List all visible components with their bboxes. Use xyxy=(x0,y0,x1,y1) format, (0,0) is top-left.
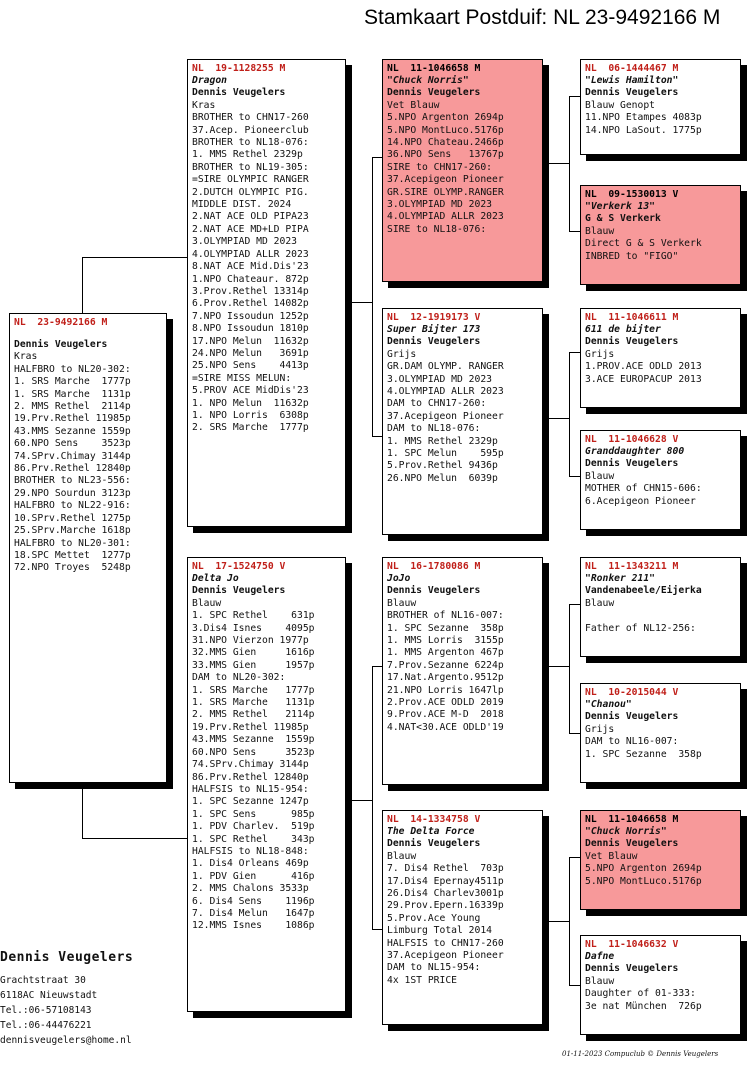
pedigree-line: 19.Prv.Rethel 11985p xyxy=(192,721,309,733)
ring-number: NL 14-1334758 V xyxy=(387,814,481,825)
pedigree-line: 1.NPO Chateaur. 872p xyxy=(192,273,309,285)
pedigree-line: 60.NPO Sens 3523p xyxy=(192,746,315,758)
connector xyxy=(543,418,570,419)
pedigree-line: 1. SPC Sezanne 358p xyxy=(585,748,702,760)
owner-name: Dennis Veugelers xyxy=(387,87,481,99)
pedigree-line: 31.NPO Vierzon 1977p xyxy=(192,635,309,647)
owner-name: Dennis Veugelers xyxy=(585,711,679,723)
pedigree-line: 74.SPrv.Chimay 3144p xyxy=(14,450,131,462)
connector xyxy=(543,163,570,164)
pigeon-card-ddd xyxy=(580,935,741,1035)
pedigree-line: 1. PDV Gien 416p xyxy=(192,870,315,882)
connector xyxy=(82,782,83,838)
connector xyxy=(372,157,382,158)
pedigree-line: Blauw xyxy=(387,597,417,609)
pedigree-line: 86.Prv.Rethel 12840p xyxy=(14,463,131,475)
pedigree-line: Blauw xyxy=(585,225,615,237)
pedigree-line: Kras xyxy=(192,99,216,111)
owner-name: Dennis Veugelers xyxy=(14,339,108,350)
pedigree-line: 21.NPO Lorris 1647lp xyxy=(387,684,504,696)
pedigree-line: HALFSIS to CHN17-260 xyxy=(387,937,504,949)
breeder-city: 6118AC Nieuwstadt xyxy=(0,990,98,1001)
pigeon-name: "Lewis Hamilton" xyxy=(585,75,679,86)
pedigree-line xyxy=(585,610,736,622)
connector xyxy=(569,985,580,986)
pedigree-line: BROTHER to NL23-556: xyxy=(14,475,131,487)
pedigree-line: 3.OLYMPIAD MD 2023 xyxy=(192,236,297,248)
pedigree-line: 5.NPO Argenton 2694p xyxy=(585,863,702,875)
pedigree-line: 2. MMS Rethel 2114p xyxy=(14,401,131,413)
ring-number: NL 19-1128255 M xyxy=(192,63,286,74)
pigeon-name: "Chuck Norris" xyxy=(585,826,667,837)
pedigree-line: Grijs xyxy=(585,723,615,735)
owner-name: Dennis Veugelers xyxy=(387,585,481,597)
pedigree-line: 5.NPO MontLuco.5176p xyxy=(387,124,504,136)
ring-number: NL 12-1919173 V xyxy=(387,312,481,323)
pedigree-line: 11.NPO Etampes 4083p xyxy=(585,112,702,124)
pigeon-card-sire-sire xyxy=(382,59,543,282)
ring-number: NL 17-1524750 V xyxy=(192,561,286,572)
owner-name: Dennis Veugelers xyxy=(585,838,679,850)
pedigree-line: 17.Nat.Argento.9512p xyxy=(387,672,504,684)
pigeon-name: Delta Jo xyxy=(192,573,239,584)
pedigree-line: 72.NPO Troyes 5248p xyxy=(14,562,131,574)
pedigree-line: DAM to NL15-954: xyxy=(387,962,481,974)
pedigree-line: 74.SPrv.Chimay 3144p xyxy=(192,759,309,771)
owner-name: G & S Verkerk xyxy=(585,213,661,225)
pedigree-line: 3.Dis4 Isnes 4095p xyxy=(192,622,315,634)
pedigree-line: 3.OLYMPIAD MD 2023 xyxy=(387,199,492,211)
pedigree-line: 1. MMS Rethel 2329p xyxy=(387,435,498,447)
pedigree-line: MOTHER of CHN15-606: xyxy=(585,483,702,495)
pedigree-line: 2. MMS Chalons 3533p xyxy=(192,883,309,895)
pedigree-line: Blauw xyxy=(585,597,615,609)
connector xyxy=(543,921,570,922)
pedigree-line: 37.Acepigeon Pioneer xyxy=(387,410,504,422)
pedigree-line: Daughter of 01-333: xyxy=(585,988,696,1000)
owner-name: Vandenabeele/Eijerka xyxy=(585,585,702,597)
breeder-street: Grachtstraat 30 xyxy=(0,975,86,986)
connector xyxy=(569,352,580,353)
connector xyxy=(346,302,373,303)
pedigree-line: HALFBRO to NL22-916: xyxy=(14,500,131,512)
pedigree-line: 26.NPO Melun 6039p xyxy=(387,472,498,484)
pedigree-line: 1. SPC Rethel 343p xyxy=(192,833,315,845)
connector xyxy=(569,733,580,734)
pigeon-name: The Delta Force xyxy=(387,826,475,837)
pigeon-name: "Chanou" xyxy=(585,699,632,710)
pedigree-line: Father of NL12-256: xyxy=(585,622,696,634)
pedigree-line: 2.NAT ACE MD+LD PIPA xyxy=(192,223,309,235)
ring-number: NL 11-1046628 V xyxy=(585,434,679,445)
pedigree-line: 43.MMS Sezanne 1559p xyxy=(192,734,315,746)
pedigree-line: 17.Dis4 Epernay4511p xyxy=(387,875,504,887)
pigeon-card-dam xyxy=(187,557,346,1012)
breeder-name: Dennis Veugelers xyxy=(0,950,134,965)
pedigree-line: 37.Acep. Pioneerclub xyxy=(192,124,309,136)
connector xyxy=(569,476,580,477)
pedigree-line: DAM to CHN17-260: xyxy=(387,398,487,410)
pigeon-card-sire xyxy=(187,59,346,527)
pigeon-name: Granddaughter 800 xyxy=(585,446,685,457)
pedigree-line: DAM to NL20-302: xyxy=(192,672,286,684)
owner-name: Dennis Veugelers xyxy=(387,838,481,850)
pigeon-card-main xyxy=(9,313,167,783)
pedigree-line: 4.OLYMPIAD ALLR 2023 xyxy=(387,386,504,398)
ring-number: NL 11-1046658 M xyxy=(585,814,679,825)
pedigree-line: HALFSIS to NL18-848: xyxy=(192,845,309,857)
pedigree-line: 24.NPO Melun 3691p xyxy=(192,347,309,359)
ring-number: NL 11-1046658 M xyxy=(387,63,481,74)
pedigree-line: 5.NPO Argenton 2694p xyxy=(387,112,504,124)
pedigree-line: Blauw xyxy=(585,975,615,987)
ring-number: NL 06-1444467 M xyxy=(585,63,679,74)
pedigree-line: 12.MMS Isnes 1086p xyxy=(192,920,315,932)
pigeon-card-dss xyxy=(580,557,741,657)
pedigree-line: Blauw xyxy=(585,470,615,482)
connector xyxy=(543,666,570,667)
spacer xyxy=(14,329,162,339)
pedigree-line: 1. MMS Rethel 2329p xyxy=(192,149,303,161)
pedigree-line: 1. NPO Melun 11632p xyxy=(192,397,309,409)
pedigree-line: 1.PROV.ACE ODLD 2013 xyxy=(585,361,702,373)
ring-number: NL 09-1530013 V xyxy=(585,189,679,200)
pedigree-line: 5.Prov.Rethel 9436p xyxy=(387,460,498,472)
ring-number: NL 11-1046632 V xyxy=(585,939,679,950)
pedigree-line: 2.Prov.ACE ODLD 2019 xyxy=(387,697,504,709)
pedigree-line: Blauw Genopt xyxy=(585,99,655,111)
pedigree-line: 17.NPO Melun 11632p xyxy=(192,335,309,347)
pedigree-line: 7.Prov.Sezanne 6224p xyxy=(387,659,504,671)
pedigree-line: Vet Blauw xyxy=(387,99,440,111)
pedigree-line: SIRE to CHN17-260: xyxy=(387,161,492,173)
pedigree-line: GR.DAM OLYMP. RANGER xyxy=(387,361,504,373)
footer-credit: 01-11-2023 Compuclub © Dennis Veugelers xyxy=(562,1050,719,1058)
pedigree-line: 37.Acepigeon Pioneer xyxy=(387,174,504,186)
pedigree-line: 19.Prv.Rethel 11985p xyxy=(14,413,131,425)
pigeon-name: JoJo xyxy=(387,573,411,584)
pedigree-line: 1. MMS Lorris 3155p xyxy=(387,635,504,647)
pedigree-line: MIDDLE DIST. 2024 xyxy=(192,199,292,211)
pedigree-line: 4x 1ST PRICE xyxy=(387,974,457,986)
pedigree-line: 26.Dis4 Charlev3001p xyxy=(387,888,504,900)
pedigree-line: 1. Dis4 Orleans 469p xyxy=(192,858,309,870)
pedigree-line: 60.NPO Sens 3523p xyxy=(14,438,131,450)
pedigree-line: 43.MMS Sezanne 1559p xyxy=(14,425,131,437)
pedigree-line: 32.MMS Gien 1616p xyxy=(192,647,315,659)
pedigree-line: 2. MMS Rethel 2114p xyxy=(192,709,315,721)
pedigree-line: 7.NPO Issoudun 1252p xyxy=(192,310,309,322)
pedigree-line: 2.NAT ACE OLD PIPA23 xyxy=(192,211,309,223)
pedigree-line: BROTHER to NL19-305: xyxy=(192,161,309,173)
pedigree-line: 14.NPO Chateau.2466p xyxy=(387,137,504,149)
pigeon-card-ssd xyxy=(580,185,741,285)
pedigree-line: 25.SPrv.Marche 1618p xyxy=(14,525,131,537)
connector xyxy=(372,666,382,667)
pedigree-line: 4.NAT<30.ACE ODLD'19 xyxy=(387,721,504,733)
connector xyxy=(82,838,187,839)
pedigree-line: 3.OLYMPIAD MD 2023 xyxy=(387,373,492,385)
pigeon-card-sds xyxy=(580,308,741,408)
pedigree-line: 8.NAT ACE Mid.Dis'23 xyxy=(192,261,309,273)
pedigree-line: HALFBRO to NL20-302: xyxy=(14,363,131,375)
pigeon-name: "Chuck Norris" xyxy=(387,75,469,86)
pedigree-line: 1. SRS Marche 1777p xyxy=(192,684,315,696)
pedigree-line: 5.Prov.Ace Young xyxy=(387,912,481,924)
owner-name: Dennis Veugelers xyxy=(585,458,679,470)
pigeon-card-dds xyxy=(580,810,741,910)
pedigree-line: 5.PROV ACE MidDis'23 xyxy=(192,385,309,397)
owner-name: Dennis Veugelers xyxy=(192,585,286,597)
breeder-phone-1: Tel.:06-57108143 xyxy=(0,1005,92,1016)
pedigree-line: 8.NPO Issoudun 1810p xyxy=(192,323,309,335)
connector xyxy=(82,257,187,258)
pedigree-line: 7. Dis4 Melun 1647p xyxy=(192,907,315,919)
connector xyxy=(569,857,580,858)
pedigree-line: 9.Prov.ACE M-D 2018 xyxy=(387,709,504,721)
ring-number: NL 16-1780086 M xyxy=(387,561,481,572)
pedigree-line: Direct G & S Verkerk xyxy=(585,238,702,250)
connector xyxy=(82,257,83,313)
pedigree-line: Blauw xyxy=(387,850,417,862)
pedigree-line: BROTHER to CHN17-260 xyxy=(192,112,309,124)
pedigree-line: 10.SPrv.Rethel 1275p xyxy=(14,512,131,524)
pedigree-line: 25.NPO Sens 4413p xyxy=(192,360,309,372)
pedigree-line: GR.SIRE OLYMP.RANGER xyxy=(387,186,504,198)
pedigree-line: 6.Acepigeon Pioneer xyxy=(585,495,696,507)
pedigree-line: Grijs xyxy=(387,348,417,360)
page-title: Stamkaart Postduif: NL 23-9492166 M xyxy=(364,6,721,29)
pedigree-line: 14.NPO LaSout. 1775p xyxy=(585,124,702,136)
ring-number: NL 11-1046611 M xyxy=(585,312,679,323)
pedigree-line: BROTHER of NL16-007: xyxy=(387,610,504,622)
pedigree-line: 1. SRS Marche 1131p xyxy=(192,697,315,709)
pigeon-card-dam-sire xyxy=(382,557,543,785)
pigeon-card-dsd xyxy=(580,683,741,783)
pedigree-line: 1. MMS Argenton 467p xyxy=(387,647,504,659)
connector xyxy=(569,96,580,97)
pedigree-line: =SIRE MISS MELUN: xyxy=(192,372,292,384)
ring-number: NL 23-9492166 M xyxy=(14,317,108,328)
pedigree-line: Blauw xyxy=(192,597,222,609)
pedigree-line: 86.Prv.Rethel 12840p xyxy=(192,771,309,783)
pedigree-line: 29.Prov.Epern.16339p xyxy=(387,900,504,912)
pedigree-line: 2.DUTCH OLYMPIC PIG. xyxy=(192,186,309,198)
pedigree-line: =SIRE OLYMPIC RANGER xyxy=(192,174,309,186)
pedigree-line: 1. SPC Melun 595p xyxy=(387,448,504,460)
pedigree-line: 1. SPC Sezanne 358p xyxy=(387,622,504,634)
connector xyxy=(569,231,580,232)
pigeon-card-sire-dam xyxy=(382,308,543,535)
breeder-phone-2: Tel.:06-44476221 xyxy=(0,1020,92,1031)
pedigree-line: 4.OLYMPIAD ALLR 2023 xyxy=(387,211,504,223)
pigeon-card-sss xyxy=(580,59,741,155)
pigeon-card-sdd xyxy=(580,430,741,530)
pedigree-line: 6. Dis4 Sens 1196p xyxy=(192,895,315,907)
pedigree-line: 29.NPO Sourdun 3123p xyxy=(14,487,131,499)
pedigree-line: 7. Dis4 Rethel 703p xyxy=(387,863,504,875)
pedigree-line: 5.NPO MontLuco.5176p xyxy=(585,875,702,887)
pedigree-line: 33.MMS Gien 1957p xyxy=(192,659,315,671)
owner-name: Dennis Veugelers xyxy=(192,87,286,99)
connector xyxy=(569,352,570,476)
pedigree-line: 18.SPC Mettet 1277p xyxy=(14,549,131,561)
pedigree-line: 37.Acepigeon Pioneer xyxy=(387,950,504,962)
connector xyxy=(569,604,570,733)
pedigree-line: DAM to NL18-076: xyxy=(387,423,481,435)
connector xyxy=(372,157,373,436)
ring-number: NL 11-1343211 M xyxy=(585,561,679,572)
pigeon-name: Super Bijter 173 xyxy=(387,324,481,335)
pedigree-line: 1. SPC Sens 985p xyxy=(192,808,315,820)
pedigree-line: 1. SPC Sezanne 1247p xyxy=(192,796,309,808)
pedigree-line: Grijs xyxy=(585,348,615,360)
connector xyxy=(346,800,373,801)
connector xyxy=(372,666,373,929)
pedigree-line: Limburg Total 2014 xyxy=(387,925,492,937)
pigeon-name: Dragon xyxy=(192,75,227,86)
pedigree-line: 1. PDV Charlev. 519p xyxy=(192,821,315,833)
pedigree-line: 1. SRS Marche 1777p xyxy=(14,376,131,388)
pedigree-line: 36.NPO Sens 13767p xyxy=(387,149,504,161)
pedigree-line: 1. SPC Rethel 631p xyxy=(192,610,315,622)
pedigree-line: HALFSIS to NL15-954: xyxy=(192,783,309,795)
pedigree-line: 3.ACE EUROPACUP 2013 xyxy=(585,373,702,385)
pedigree-line: BROTHER to NL18-076: xyxy=(192,137,309,149)
owner-name: Dennis Veugelers xyxy=(585,87,679,99)
breeder-info xyxy=(0,950,133,1048)
pedigree-line: SIRE to NL18-076: xyxy=(387,223,487,235)
connector xyxy=(372,436,382,437)
pedigree-line: DAM to NL16-007: xyxy=(585,736,679,748)
pedigree-line: 3e nat München 726p xyxy=(585,1000,702,1012)
pigeon-name: 611 de bijter xyxy=(585,324,661,335)
breeder-email: dennisveugelers@home.nl xyxy=(0,1035,132,1046)
connector xyxy=(569,604,580,605)
pedigree-line: 1. NPO Lorris 6308p xyxy=(192,409,309,421)
owner-name: Dennis Veugelers xyxy=(585,336,679,348)
pedigree-line: HALFBRO to NL20-301: xyxy=(14,537,131,549)
pedigree-line: 4.OLYMPIAD ALLR 2023 xyxy=(192,248,309,260)
pedigree-line: Vet Blauw xyxy=(585,850,638,862)
pedigree-line: INBRED to "FIGO" xyxy=(585,250,679,262)
pedigree-line: 2. SRS Marche 1777p xyxy=(192,422,309,434)
connector xyxy=(372,929,382,930)
owner-name: Dennis Veugelers xyxy=(387,336,481,348)
pigeon-card-dam-dam xyxy=(382,810,543,1025)
pedigree-line: 3.Prov.Rethel 13314p xyxy=(192,285,309,297)
pedigree-line: 1. SRS Marche 1131p xyxy=(14,388,131,400)
pigeon-name: "Verkerk 13" xyxy=(585,201,655,212)
pigeon-name: "Ronker 211" xyxy=(585,573,655,584)
ring-number: NL 10-2015044 V xyxy=(585,687,679,698)
pedigree-line: Kras xyxy=(14,351,38,363)
pigeon-name: Dafne xyxy=(585,951,615,962)
owner-name: Dennis Veugelers xyxy=(585,963,679,975)
pedigree-line: 6.Prov.Rethel 14082p xyxy=(192,298,309,310)
